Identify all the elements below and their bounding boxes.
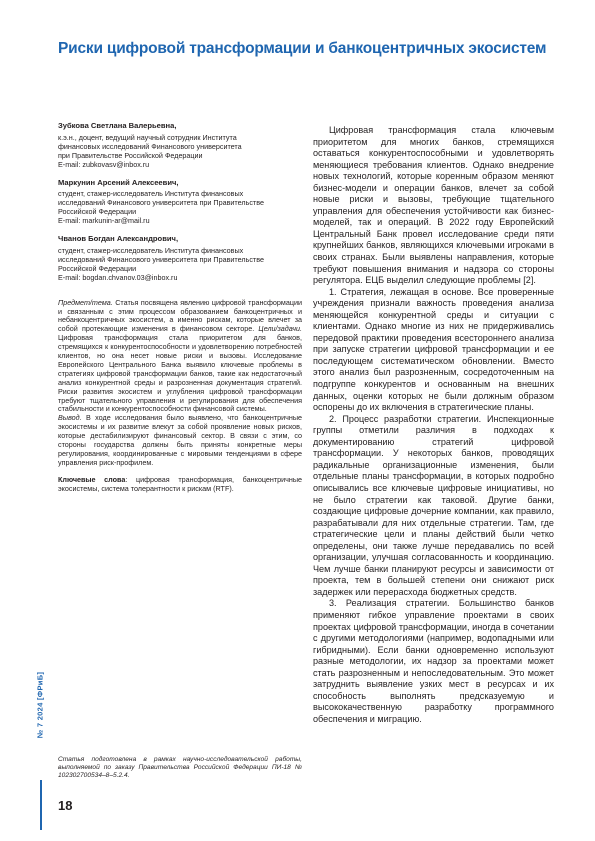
left-column (58, 122, 302, 494)
author-affiliation-line: Российской Федерации (58, 207, 137, 217)
body-paragraph: Цифровая трансформация стала ключевым приоритетом для многих банков, стремящихся оставаться конкурентоспособными и удовлетворять меняющиеся требования клиентов. Однако внедрение новых технологий, которые коренным образом меняют бизнес-модели и операции банков, влечет за собой новые риски и вызовы, требующие тщательного управления для обеспечения устойчивости как бизнес-моделей, так и операций. В 2022 году Европейский Центральный Банк провел исследование среди пяти крупнейших банков, являющихся ключевыми игроками в своих странах. Были выявлены направления, которые требуют повышения внимания и надзора со стороны регулятора. ЕЦБ выделил следующие проблемы [2]. (313, 125, 554, 286)
abstract-subject-text: Статья посвящена явлению цифровой трансформации и связанным с этим процессом образованием банкоцентричных и небанкоцентричных экосистем, а именно рискам, которые влечет за собой протекающие изменения в финансовом секторе. (58, 297, 302, 334)
author-affiliation-line: к.э.н., доцент, ведущий научный сотрудник Института (58, 132, 237, 142)
author-name: Зубкова Светлана Валерьевна, (58, 121, 177, 130)
body-paragraph: 3. Реализация стратегии. Большинство банков применяют гибкое управление проектами в своих проектах цифровой трансформации, иногда в сочетании с другими методологиями (например, водопадными или гибридными). Если банки одновременно используют разные методологии, их надзор за проектами может стать разрозненным и непоследовательным. Это может затруднить выявление узких мест в ресурсах и их способность выполнять предсказуемую и высококачественную разработку программного обеспечения и миграцию. (313, 598, 554, 724)
abstract-conclusion-label: Вывод. (58, 413, 82, 423)
author-affiliation-line: при Правительстве Российской Федерации (58, 150, 203, 160)
author-block (58, 235, 302, 283)
author-affiliation-line: студент, стажер-исследователь Института финансовых (58, 189, 244, 199)
keywords-text: : цифровая трансформация, банкоцентричные экосистемы, система толерантности к рискам (RTF). (58, 474, 303, 493)
article-title: Риски цифровой трансформации и банкоцентричных экосистем (58, 40, 547, 57)
journal-issue-label (33, 635, 47, 775)
author-affiliation-line: исследований Финансового университета при Правительстве (58, 198, 264, 208)
author-name: Маркунин Арсений Алексеевич, (58, 177, 179, 187)
author-email: E-mail: markunin-ar@mail.ru (58, 216, 150, 226)
body-paragraph: 2. Процесс разработки стратегии. Инспекционные группы отметили различия в подходах к документированию стратегий цифровой трансформации. У некоторых банков, проводящих радикальные организационные изменения, были отдельные планы трансформации, в которых подробно описывались все ключевые цифровые инициативы, но не было стратегии как таковой. Другие банки, создающие цифровые дочерние компании, как правило, разрабатывали для них отдельные стратегии. Там, где стратегические цели и планы действий были четко определены, они также лучше передавались по всей организации, улучшая согласованность и координацию. Чем лучше банки планируют ресурсы и зависимости от проекта, тем в большей степени они снижают риск задержек или перерасхода бюджетных средств. (313, 413, 554, 597)
keywords-label: Ключевые слова (58, 474, 126, 484)
author-email: E-mail: zubkovasv@inbox.ru (58, 159, 150, 169)
author-affiliation-line: исследований Финансового университета при Правительстве (58, 254, 264, 264)
abstract (58, 299, 302, 468)
author-block (58, 179, 302, 227)
author-affiliation-line: Российской Федерации (58, 263, 137, 273)
abstract-goal-label: Цели/задачи. (258, 324, 302, 334)
author-affiliation-line: студент, стажер-исследователь Института финансовых (58, 245, 244, 255)
abstract-conclusion (58, 414, 302, 467)
abstract-goal-text: Цифровая трансформация стала приоритетом для банков, стремящихся к конкурентоспособности и удовлетворению потребностей клиентов, но она несет новые риски и вызовы. Исследование Европейского Центрального Банка выявило ключевые проблемы в стратегиях цифровой трансформации банков, такие как недостаточный анализ конкурентной среды и разрозненная документация стратегий. Риски развития экосистем и углубления цифровой трансформации требуют тщательного управления и регулирования для обеспечения стабильности и конкурентоспособности финансовой системы. (58, 333, 302, 414)
body-text (313, 125, 554, 725)
journal-issue-text: № 7 2024 [ФРиБ] (35, 671, 45, 739)
keywords (58, 476, 302, 494)
funding-footnote: Статья подготовлена в рамках научно-исследовательской работы, выполняемой по заказу Правительства Российской Федерации ПИ-18 № 102302700534–8–5.2.4. (58, 756, 302, 780)
margin-rule (40, 780, 42, 830)
author-name: Чванов Богдан Александрович, (58, 234, 179, 244)
author-email: E-mail: bogdan.chvanov.03@inbox.ru (58, 272, 178, 282)
author-affiliation-line: финансовых исследований Финансового университета (58, 141, 242, 151)
body-paragraph: 1. Стратегия, лежащая в основе. Все проверенные учреждения признали важность проведения анализа меняющейся конкурентной среды и ситуации с клиентами. Однако многие из них не придерживались передовой практики проведения всестороннего анализа при запуске стратегии цифровой трансформации и ее последующем систематическом обновлении. Вместо этого анализ был разрозненным, сосредоточенным на подгруппе конкурентов и основанным на внешних данных, оценки которых не были должным образом оспорены до их включения в стратегические планы. (313, 286, 554, 413)
abstract-subject-label: Предмет/тема. (58, 297, 113, 307)
abstract-subject (58, 299, 302, 415)
abstract-conclusion-text: В ходе исследования было выявлено, что банкоцентричные экосистемы и их развитие влекут за собой проявление новых рисков, которые дестабилизируют финансовый сектор. В связи с этим, со стороны государства должны быть приняты конкретные меры регулирования, координированные с мировыми тенденциями в сфере управления риск-профилем. (58, 413, 302, 467)
page-number: 18 (58, 798, 73, 813)
author-block (58, 122, 302, 170)
